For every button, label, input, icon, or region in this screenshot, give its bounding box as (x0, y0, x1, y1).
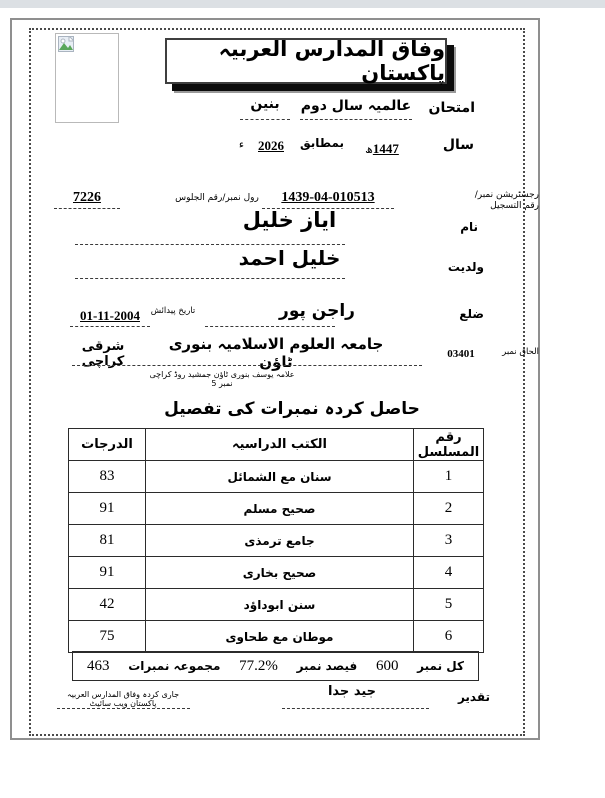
madrasa-underline (72, 365, 422, 366)
hijri-era-suffix: ھ (365, 143, 373, 156)
row-serial: 6 (414, 621, 484, 653)
row-subject: سنن ابوداؤد (146, 589, 414, 621)
subject-column-header: الکتب الدراسیہ (146, 429, 414, 461)
table-row (69, 525, 484, 557)
madrasa-zone-value: شرقی کراچی (81, 339, 125, 369)
according-to-label: بمطابق (299, 136, 345, 150)
issued-by-text: جاری کردہ وفاق المدارس العربیہ پاکستان ویب سائیٹ (66, 690, 180, 708)
browser-top-band (0, 0, 605, 8)
org-title: وفاق المدارس العربیہ پاکستان (218, 37, 445, 85)
grade-underline (282, 708, 429, 709)
total-marks-label: کل نمبر (417, 659, 464, 673)
marks-section-title: حاصل کردہ نمبرات کی تفصیل (164, 399, 420, 419)
percentage-value: 77.2% (239, 657, 278, 674)
row-serial: 4 (414, 557, 484, 589)
grade-label: تقدیر (457, 690, 490, 704)
exam-name-value: عالمیہ سال دوم (300, 98, 412, 120)
grade-value: جید جدا (327, 684, 377, 699)
name-underline (75, 244, 345, 245)
marks-table (68, 428, 484, 653)
roll-number-value: 7226 (54, 190, 120, 209)
row-serial: 2 (414, 493, 484, 525)
row-score: 42 (69, 589, 146, 621)
row-subject: موطان مع طحاوی (146, 621, 414, 653)
total-marks-value: 600 (375, 657, 399, 674)
district-underline (205, 326, 335, 327)
marks-table-header-row (69, 429, 484, 461)
roll-number-label: رول نمبر/رقم الجلوس (175, 193, 259, 203)
father-label: ولدیت (447, 260, 484, 274)
table-row (69, 493, 484, 525)
org-title-box (165, 38, 447, 84)
registration-value: 1439-04-010513 (262, 190, 394, 209)
obtained-marks-value: 463 (87, 657, 110, 674)
name-label: نام (460, 220, 478, 234)
dob-label: تاریخ پیدائش (150, 306, 196, 316)
row-serial: 1 (414, 461, 484, 493)
district-value: راجن پور (279, 301, 355, 321)
father-name-underline (75, 278, 345, 279)
row-score: 83 (69, 461, 146, 493)
madrasa-address: علامہ یوسف بنوری ٹاؤن جمشید روڈ کراچی نمبر 5 (149, 370, 295, 388)
name-value: ایاز خلیل (242, 208, 337, 232)
row-subject: جامع ترمذی (146, 525, 414, 557)
row-score: 91 (69, 493, 146, 525)
district-label: ضلع (459, 307, 484, 321)
registration-label: رجسٹریشن نمبر/رقم التسجیل (474, 190, 539, 212)
father-name-value: خلیل احمد (238, 246, 341, 270)
year-hijri-value: 1447 (372, 141, 399, 156)
obtained-marks-label: مجموعہ نمبرات (128, 659, 221, 673)
issued-by-underline (57, 708, 190, 709)
broken-image-icon (58, 36, 74, 52)
table-row (69, 621, 484, 653)
affiliation-label: الحاق نمبر (502, 347, 539, 357)
document-page (10, 18, 540, 740)
serial-column-header: رقم المسلسل (414, 429, 484, 461)
dob-value: 01-11-2004 (70, 308, 150, 327)
table-row (69, 557, 484, 589)
row-score: 75 (69, 621, 146, 653)
year-hijri-group (347, 138, 417, 157)
table-row (69, 589, 484, 621)
madrasa-name-value: جامعہ العلوم الاسلامیہ بنوری ٹاؤن (168, 335, 384, 371)
table-row (69, 461, 484, 493)
row-score: 91 (69, 557, 146, 589)
percentage-label: فیصد نمبر (296, 659, 358, 673)
row-serial: 3 (414, 525, 484, 557)
gregorian-era-suffix: ء (238, 138, 244, 151)
year-gregorian-value: 2026 (258, 138, 284, 153)
row-serial: 5 (414, 589, 484, 621)
year-label: سال (442, 137, 474, 153)
row-subject: سنان مع الشمائل (146, 461, 414, 493)
row-subject: صحیح بخاری (146, 557, 414, 589)
row-subject: صحیح مسلم (146, 493, 414, 525)
exam-label: امتحان (428, 100, 475, 116)
photo-placeholder (55, 33, 119, 123)
score-column-header: الدرجات (69, 429, 146, 461)
totals-summary-box (72, 651, 479, 681)
row-score: 81 (69, 525, 146, 557)
exam-category-value: بنین (240, 96, 290, 120)
affiliation-value: 03401 (447, 348, 475, 360)
